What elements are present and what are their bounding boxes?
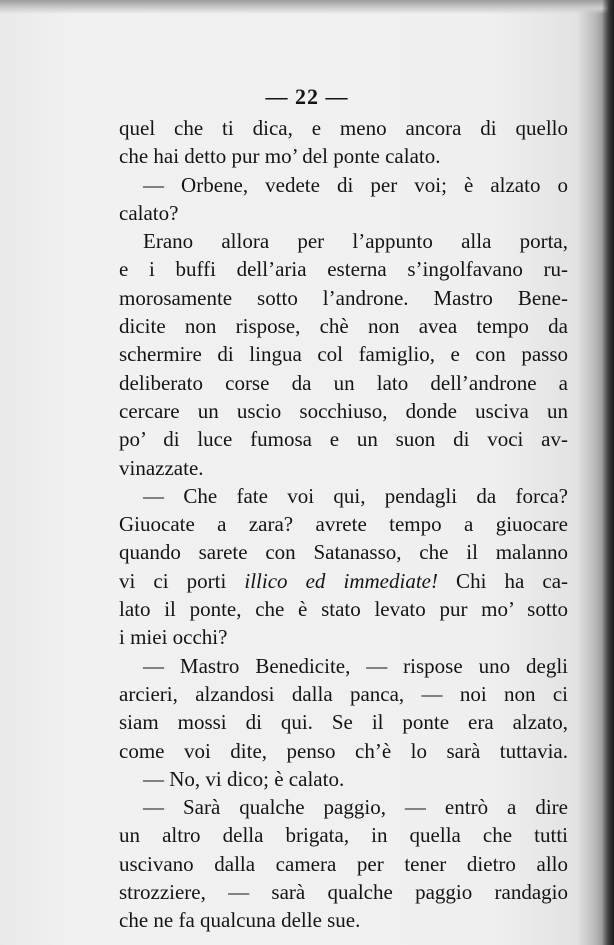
text-line: morosamente sotto l’androne. Mastro Bene- xyxy=(119,285,568,310)
text-line: quel che ti dica, e meno ancora di quello xyxy=(119,116,568,140)
text-line: quando sarete con Satanasso, che il malanno xyxy=(119,540,568,565)
text-line: vinazzate. xyxy=(119,455,204,480)
text-line: — Orbene, vedete di per voi; è alzato o xyxy=(143,172,568,197)
text-line: schermire di lingua col famiglio, e con passo xyxy=(119,342,568,367)
text-line: arcieri, alzandosi dalla panca, — noi non ci xyxy=(119,681,568,706)
italic-phrase: illico ed immediate! xyxy=(244,568,438,593)
text-line: — Sarà qualche paggio, — entrò a dire xyxy=(143,795,568,820)
text-line: che hai detto pur mo’ del ponte calato. xyxy=(119,144,441,169)
text-line: e i buffi dell’aria esterna s’ingolfavano ru- xyxy=(119,257,568,282)
text-line: dicite non rispose, chè non avea tempo da xyxy=(119,314,568,339)
text-line: strozziere, — sarà qualche paggio randagio xyxy=(119,880,568,905)
text-line: calato? xyxy=(119,200,179,225)
body-text xyxy=(119,114,568,935)
text-line: siam mossi di qui. Se il ponte era alzato, xyxy=(119,710,568,735)
text-line: lato il ponte, che è stato levato pur mo’ sotto xyxy=(119,597,568,622)
text-line: Giuocate a zara? avrete tempo a giuocare xyxy=(119,512,568,537)
text-line: che ne fa qualcuna delle sue. xyxy=(119,908,361,933)
text-line: uscivano dalla camera per tener dietro allo xyxy=(119,851,568,876)
text-line: un altro della brigata, in quella che tutti xyxy=(119,823,568,848)
text-line: — Che fate voi qui, pendagli da forca? xyxy=(143,483,568,508)
text-line: come voi dite, penso ch’è lo sarà tuttavia. xyxy=(119,738,568,763)
text-line-with-italic: vi ci porti illico ed immediate! Chi ha ca- xyxy=(119,568,569,593)
text-line: — No, vi dico; è calato. xyxy=(143,766,345,791)
text-line: — Mastro Benedicite, — rispose uno degli xyxy=(143,653,568,678)
text-line: deliberato corse da un lato dell’androne a xyxy=(119,370,568,395)
text-line: cercare un uscio socchiuso, donde usciva un xyxy=(119,398,568,423)
text-line: Erano allora per l’appunto alla porta, xyxy=(143,229,568,254)
page-number: — 22 — xyxy=(265,84,349,109)
text-line: po’ di luce fumosa e un suon di voci av- xyxy=(119,427,568,452)
text-line: i miei occhi? xyxy=(119,625,228,650)
